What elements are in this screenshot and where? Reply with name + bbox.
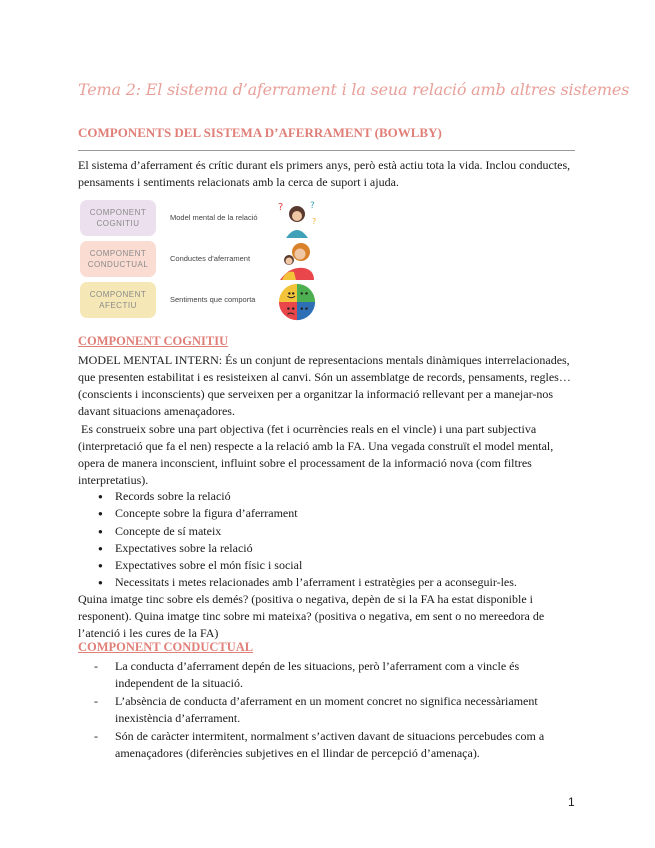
label-cognitive: Model mental de la relació	[170, 213, 258, 222]
chip-affective: COMPONENT AFECTIU	[80, 282, 156, 318]
hugging-people-icon	[274, 240, 320, 280]
list-item: ● Expectatives sobre la relació	[78, 540, 517, 557]
list-item: ● Necessitats i metes relacionades amb l’aferrament i estratègies per a aconseguir-les.	[78, 574, 517, 591]
cognitive-heading: COMPONENT COGNITIU	[78, 334, 229, 348]
cognitive-bullet-list	[78, 488, 517, 592]
components-diagram	[78, 196, 332, 330]
page-number: 1	[568, 795, 575, 809]
svg-text:?: ?	[310, 201, 315, 211]
list-item: ● Concepte de sí mateix	[78, 523, 517, 540]
svg-text:?: ?	[278, 202, 284, 213]
list-item: ● Expectatives sobre el món físic i social	[78, 557, 517, 574]
cognitive-paragraph-1: MODEL MENTAL INTERN: És un conjunt de representacions mentals dinàmiques interrelacionades, que presenten estabilitat i es resisteixen al canvi. Són un assemblatge de records, pensaments, regles… (conscients i inconscients) que serveixen per a organitzar la informació rellevant per a manejar-nos davant situacions amenaçadores.	[78, 353, 571, 418]
document-title: Tema 2: El sistema d’aferrament i la seua relació amb altres sistemes	[78, 80, 630, 99]
list-item: ● Records sobre la relació	[78, 488, 517, 505]
heading-divider	[78, 150, 575, 151]
thinking-person-icon	[274, 198, 320, 238]
cognitive-paragraph-3: Quina imatge tinc sobre els demés? (positiva o negativa, depèn de si la FA ha estat disponible i responent). Quina imatge tinc sobre mi mateixa? (positiva o negativa, em sent o no mereedora de l’atenció i les cures de la FA)	[78, 592, 545, 640]
chip-behavioral: COMPONENT CONDUCTUAL	[80, 241, 156, 277]
cognitive-paragraph-2: Es construeix sobre una part objectiva (fet i ocurrències reals en el vincle) i una part subjectiva (interpretació que fa el nen) respecte a la relació amb la FA. Una vegada construït el model mental, opera de manera inconscient, influint sobre el processament de la informació nova (com filtres interpretatius).	[78, 422, 557, 487]
emotion-faces-icon	[274, 282, 320, 322]
behavioral-list	[78, 658, 578, 763]
label-affective: Sentiments que comporta	[170, 295, 256, 304]
svg-text:?: ?	[312, 217, 317, 226]
chip-cognitive: COMPONENT COGNITIU	[80, 200, 156, 236]
section-heading: COMPONENTS DEL SISTEMA D’AFERRAMENT (BOWLBY)	[78, 125, 442, 140]
list-item: ● Concepte sobre la figura d’aferrament	[78, 505, 517, 522]
list-item: - La conducta d’aferrament depén de les situacions, però l’aferrament com a vincle és independent de la situació.	[78, 658, 578, 692]
label-behavioral: Conductes d’aferrament	[170, 254, 251, 263]
list-item: - Són de caràcter intermitent, normalment s’activen davant de situacions percebudes com a amenaçadores (diferències subjetives en el llindar de percepció d’amenaça).	[78, 728, 578, 762]
intro-paragraph: El sistema d’aferrament és crític durant els primers anys, però està actiu tota la vida. Inclou conductes, pensaments i sentiments relacionats amb la cerca de suport i ajuda.	[78, 158, 571, 189]
list-item: - L’absència de conducta d’aferrament en un moment concret no significa necessàriament inexistència d’aferrament.	[78, 693, 578, 727]
behavioral-heading: COMPONENT CONDUCTUAL	[78, 640, 254, 654]
